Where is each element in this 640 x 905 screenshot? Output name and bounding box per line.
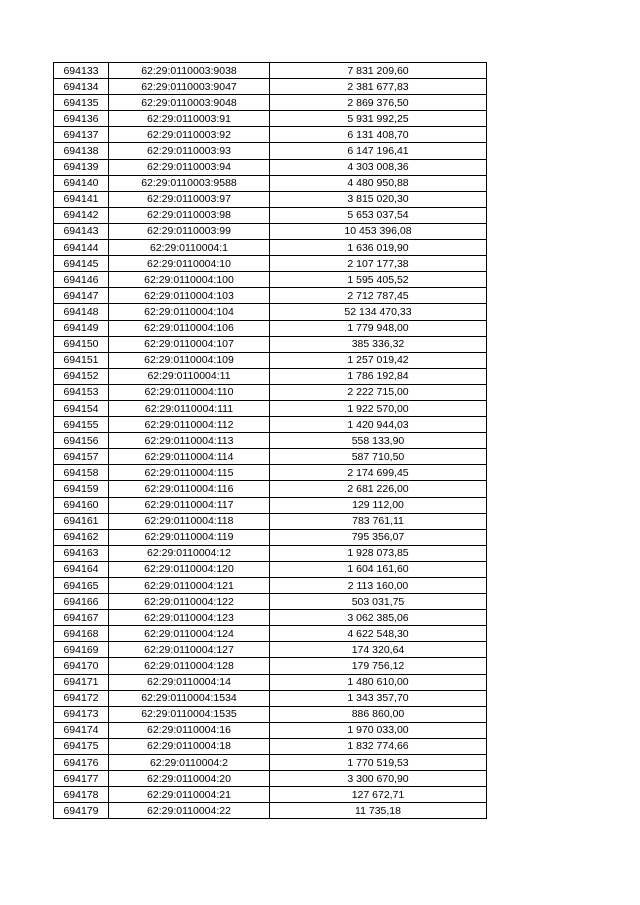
- value-cell: 127 672,71: [270, 787, 487, 803]
- cadastral-number-cell: 62:29:0110004:109: [109, 352, 270, 368]
- cadastral-number-cell: 62:29:0110003:91: [109, 111, 270, 127]
- cadastral-number-cell: 62:29:0110004:117: [109, 497, 270, 513]
- row-number-cell: 694139: [54, 159, 109, 175]
- row-number-cell: 694146: [54, 272, 109, 288]
- value-cell: 1 832 774,66: [270, 738, 487, 754]
- cadastral-number-cell: 62:29:0110003:97: [109, 191, 270, 207]
- row-number-cell: 694138: [54, 143, 109, 159]
- row-number-cell: 694143: [54, 223, 109, 239]
- value-cell: 3 815 020,30: [270, 191, 487, 207]
- cadastral-number-cell: 62:29:0110004:119: [109, 529, 270, 545]
- cadastral-number-cell: 62:29:0110004:113: [109, 433, 270, 449]
- table-row: [54, 63, 487, 79]
- table-row: [54, 578, 487, 594]
- table-row: [54, 175, 487, 191]
- value-cell: 179 756,12: [270, 658, 487, 674]
- cadastral-number-cell: 62:29:0110004:11: [109, 368, 270, 384]
- table-row: [54, 384, 487, 400]
- cadastral-number-cell: 62:29:0110004:22: [109, 803, 270, 819]
- cadastral-number-cell: 62:29:0110004:123: [109, 610, 270, 626]
- value-cell: 587 710,50: [270, 449, 487, 465]
- row-number-cell: 694168: [54, 626, 109, 642]
- value-cell: 2 174 699,45: [270, 465, 487, 481]
- row-number-cell: 694162: [54, 529, 109, 545]
- cadastral-number-cell: 62:29:0110004:10: [109, 256, 270, 272]
- table-row: [54, 465, 487, 481]
- cadastral-number-cell: 62:29:0110004:20: [109, 771, 270, 787]
- value-cell: 52 134 470,33: [270, 304, 487, 320]
- value-cell: 2 681 226,00: [270, 481, 487, 497]
- row-number-cell: 694164: [54, 561, 109, 577]
- table-row: [54, 433, 487, 449]
- value-cell: 1 922 570,00: [270, 400, 487, 416]
- value-cell: 10 453 396,08: [270, 223, 487, 239]
- table-row: [54, 79, 487, 95]
- cadastral-number-cell: 62:29:0110003:9038: [109, 63, 270, 79]
- value-cell: 2 381 677,83: [270, 79, 487, 95]
- table-row: [54, 127, 487, 143]
- value-cell: 6 147 196,41: [270, 143, 487, 159]
- cadastral-number-cell: 62:29:0110004:112: [109, 417, 270, 433]
- row-number-cell: 694133: [54, 63, 109, 79]
- value-cell: 2 113 160,00: [270, 578, 487, 594]
- value-cell: 1 257 019,42: [270, 352, 487, 368]
- row-number-cell: 694173: [54, 706, 109, 722]
- value-cell: 1 636 019,90: [270, 240, 487, 256]
- cadastral-number-cell: 62:29:0110004:1: [109, 240, 270, 256]
- value-cell: 783 761,11: [270, 513, 487, 529]
- value-cell: 4 303 008,36: [270, 159, 487, 175]
- table-row: [54, 256, 487, 272]
- value-cell: 3 300 670,90: [270, 771, 487, 787]
- cadastral-number-cell: 62:29:0110004:18: [109, 738, 270, 754]
- table-row: [54, 336, 487, 352]
- cadastral-number-cell: 62:29:0110003:9047: [109, 79, 270, 95]
- table-row: [54, 787, 487, 803]
- table-row: [54, 240, 487, 256]
- table-row: [54, 223, 487, 239]
- cadastral-number-cell: 62:29:0110004:110: [109, 384, 270, 400]
- cadastral-number-cell: 62:29:0110004:2: [109, 755, 270, 771]
- cadastral-number-cell: 62:29:0110004:12: [109, 545, 270, 561]
- table-row: [54, 755, 487, 771]
- table-row: [54, 545, 487, 561]
- value-cell: 7 831 209,60: [270, 63, 487, 79]
- table-row: [54, 771, 487, 787]
- row-number-cell: 694147: [54, 288, 109, 304]
- row-number-cell: 694141: [54, 191, 109, 207]
- value-cell: 5 653 037,54: [270, 207, 487, 223]
- cadastral-number-cell: 62:29:0110004:118: [109, 513, 270, 529]
- table-row: [54, 207, 487, 223]
- value-cell: 558 133,90: [270, 433, 487, 449]
- row-number-cell: 694150: [54, 336, 109, 352]
- row-number-cell: 694140: [54, 175, 109, 191]
- row-number-cell: 694155: [54, 417, 109, 433]
- value-cell: 1 786 192,84: [270, 368, 487, 384]
- row-number-cell: 694144: [54, 240, 109, 256]
- row-number-cell: 694148: [54, 304, 109, 320]
- table-row: [54, 143, 487, 159]
- table-row: [54, 497, 487, 513]
- table-row: [54, 738, 487, 754]
- table-row: [54, 803, 487, 819]
- cadastral-number-cell: 62:29:0110004:1534: [109, 690, 270, 706]
- cadastral-number-cell: 62:29:0110004:122: [109, 594, 270, 610]
- table-row: [54, 642, 487, 658]
- cadastral-number-cell: 62:29:0110004:106: [109, 320, 270, 336]
- table-row: [54, 111, 487, 127]
- value-cell: 1 480 610,00: [270, 674, 487, 690]
- table-row: [54, 159, 487, 175]
- row-number-cell: 694169: [54, 642, 109, 658]
- table-row: [54, 594, 487, 610]
- row-number-cell: 694177: [54, 771, 109, 787]
- table-row: [54, 449, 487, 465]
- cadastral-number-cell: 62:29:0110003:9048: [109, 95, 270, 111]
- table-row: [54, 513, 487, 529]
- row-number-cell: 694152: [54, 368, 109, 384]
- value-cell: 4 622 548,30: [270, 626, 487, 642]
- value-cell: 1 604 161,60: [270, 561, 487, 577]
- row-number-cell: 694178: [54, 787, 109, 803]
- value-cell: 1 595 405,52: [270, 272, 487, 288]
- value-cell: 2 712 787,45: [270, 288, 487, 304]
- value-cell: 886 860,00: [270, 706, 487, 722]
- cadastral-number-cell: 62:29:0110004:107: [109, 336, 270, 352]
- table-row: [54, 626, 487, 642]
- cadastral-number-cell: 62:29:0110004:128: [109, 658, 270, 674]
- cadastral-number-cell: 62:29:0110004:127: [109, 642, 270, 658]
- table-row: [54, 610, 487, 626]
- cadastral-number-cell: 62:29:0110004:121: [109, 578, 270, 594]
- row-number-cell: 694158: [54, 465, 109, 481]
- table-row: [54, 368, 487, 384]
- row-number-cell: 694142: [54, 207, 109, 223]
- table-row: [54, 529, 487, 545]
- cadastral-number-cell: 62:29:0110003:9588: [109, 175, 270, 191]
- value-cell: 129 112,00: [270, 497, 487, 513]
- row-number-cell: 694157: [54, 449, 109, 465]
- table-row: [54, 191, 487, 207]
- row-number-cell: 694135: [54, 95, 109, 111]
- value-cell: 2 107 177,38: [270, 256, 487, 272]
- row-number-cell: 694165: [54, 578, 109, 594]
- table-row: [54, 352, 487, 368]
- cadastral-number-cell: 62:29:0110004:103: [109, 288, 270, 304]
- table-row: [54, 304, 487, 320]
- row-number-cell: 694171: [54, 674, 109, 690]
- value-cell: 4 480 950,88: [270, 175, 487, 191]
- value-cell: 1 420 944,03: [270, 417, 487, 433]
- cadastral-number-cell: 62:29:0110004:104: [109, 304, 270, 320]
- value-cell: 1 779 948,00: [270, 320, 487, 336]
- row-number-cell: 694163: [54, 545, 109, 561]
- cadastral-number-cell: 62:29:0110004:111: [109, 400, 270, 416]
- row-number-cell: 694175: [54, 738, 109, 754]
- row-number-cell: 694137: [54, 127, 109, 143]
- table-row: [54, 272, 487, 288]
- row-number-cell: 694179: [54, 803, 109, 819]
- cadastral-number-cell: 62:29:0110004:16: [109, 722, 270, 738]
- table-body: [54, 63, 487, 819]
- row-number-cell: 694160: [54, 497, 109, 513]
- row-number-cell: 694136: [54, 111, 109, 127]
- cadastral-number-cell: 62:29:0110004:100: [109, 272, 270, 288]
- table-row: [54, 690, 487, 706]
- value-cell: 174 320,64: [270, 642, 487, 658]
- cadastral-number-cell: 62:29:0110004:14: [109, 674, 270, 690]
- row-number-cell: 694172: [54, 690, 109, 706]
- table-row: [54, 481, 487, 497]
- row-number-cell: 694156: [54, 433, 109, 449]
- row-number-cell: 694151: [54, 352, 109, 368]
- cadastral-number-cell: 62:29:0110004:114: [109, 449, 270, 465]
- value-cell: 2 222 715,00: [270, 384, 487, 400]
- cadastral-number-cell: 62:29:0110003:93: [109, 143, 270, 159]
- row-number-cell: 694174: [54, 722, 109, 738]
- value-cell: 795 356,07: [270, 529, 487, 545]
- table-row: [54, 674, 487, 690]
- table-row: [54, 288, 487, 304]
- table-row: [54, 706, 487, 722]
- value-cell: 1 770 519,53: [270, 755, 487, 771]
- cadastral-number-cell: 62:29:0110004:1535: [109, 706, 270, 722]
- cadastral-number-cell: 62:29:0110003:98: [109, 207, 270, 223]
- value-cell: 5 931 992,25: [270, 111, 487, 127]
- cadastral-number-cell: 62:29:0110003:94: [109, 159, 270, 175]
- row-number-cell: 694159: [54, 481, 109, 497]
- row-number-cell: 694149: [54, 320, 109, 336]
- cadastral-number-cell: 62:29:0110004:124: [109, 626, 270, 642]
- row-number-cell: 694153: [54, 384, 109, 400]
- cadastral-number-cell: 62:29:0110004:21: [109, 787, 270, 803]
- row-number-cell: 694167: [54, 610, 109, 626]
- cadastral-number-cell: 62:29:0110004:120: [109, 561, 270, 577]
- value-cell: 1 928 073,85: [270, 545, 487, 561]
- cadastral-number-cell: 62:29:0110003:92: [109, 127, 270, 143]
- value-cell: 503 031,75: [270, 594, 487, 610]
- value-cell: 3 062 385,06: [270, 610, 487, 626]
- value-cell: 2 869 376,50: [270, 95, 487, 111]
- cadastral-number-cell: 62:29:0110004:116: [109, 481, 270, 497]
- row-number-cell: 694170: [54, 658, 109, 674]
- cadastral-value-table: [53, 62, 487, 819]
- table-row: [54, 320, 487, 336]
- table-row: [54, 400, 487, 416]
- row-number-cell: 694176: [54, 755, 109, 771]
- row-number-cell: 694134: [54, 79, 109, 95]
- row-number-cell: 694145: [54, 256, 109, 272]
- value-cell: 1 343 357,70: [270, 690, 487, 706]
- value-cell: 11 735,18: [270, 803, 487, 819]
- table-row: [54, 95, 487, 111]
- table-row: [54, 417, 487, 433]
- row-number-cell: 694154: [54, 400, 109, 416]
- cadastral-number-cell: 62:29:0110003:99: [109, 223, 270, 239]
- row-number-cell: 694166: [54, 594, 109, 610]
- table-row: [54, 658, 487, 674]
- value-cell: 6 131 408,70: [270, 127, 487, 143]
- value-cell: 385 336,32: [270, 336, 487, 352]
- value-cell: 1 970 033,00: [270, 722, 487, 738]
- cadastral-number-cell: 62:29:0110004:115: [109, 465, 270, 481]
- row-number-cell: 694161: [54, 513, 109, 529]
- table-row: [54, 561, 487, 577]
- table-row: [54, 722, 487, 738]
